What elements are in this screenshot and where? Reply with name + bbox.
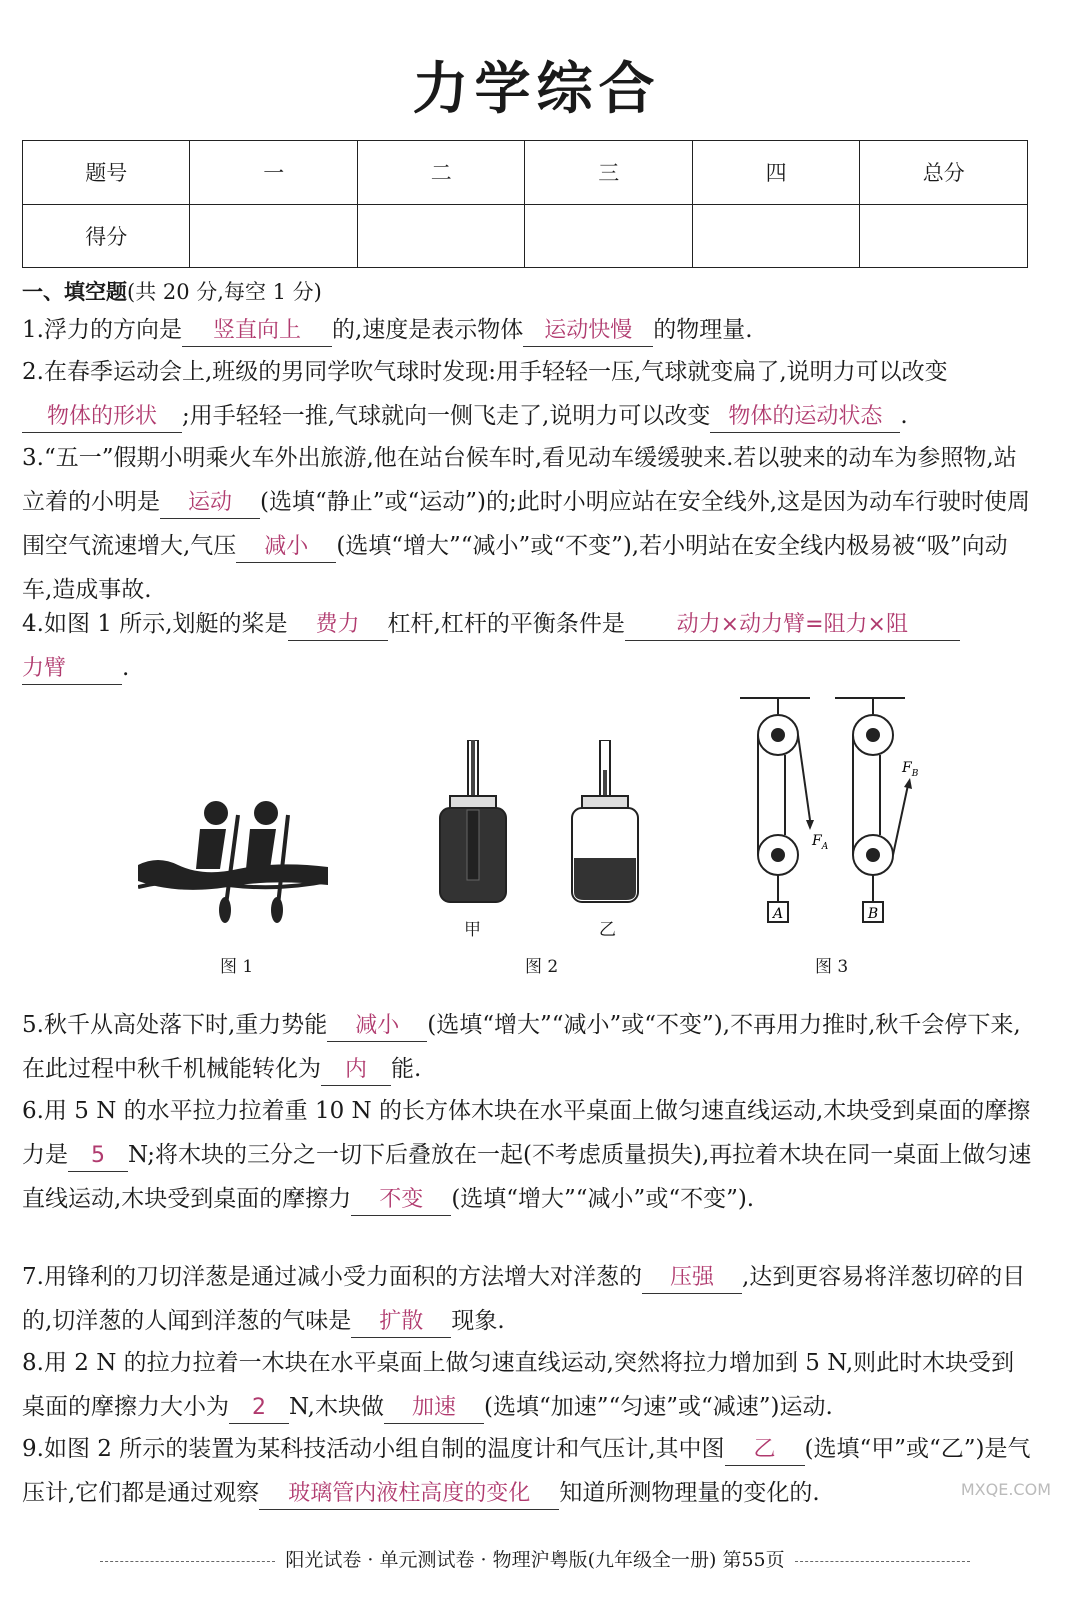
rowing-boat-figure	[138, 795, 328, 925]
question-text: 2.在春季运动会上,班级的男同学吹气球时发现:用手轻轻一压,气球就变扁了,说明力可以改变	[22, 359, 948, 385]
question-2	[22, 350, 1032, 438]
load-label-b: B	[867, 906, 879, 922]
question-text: (选填“增大”“减小”或“不变”).	[451, 1186, 755, 1212]
table-cell: 二	[357, 141, 524, 205]
score-cell[interactable]	[860, 204, 1028, 268]
figure-2-caption: 图 2	[525, 957, 559, 977]
question-4	[22, 602, 1032, 690]
question-text: ,达到更容易将洋葱切碎的目的,切洋葱的人闻到洋葱的气味是	[22, 1264, 1026, 1334]
section-title: 一、填空题	[22, 280, 127, 304]
answer-blank[interactable]: 玻璃管内液柱高度的变化	[259, 1479, 559, 1510]
table-cell: 三	[525, 141, 692, 205]
answer-blank[interactable]: 2	[229, 1393, 289, 1424]
answer-blank[interactable]: 物体的形状	[22, 402, 182, 433]
question-text: 3.“五一”假期小明乘火车外出旅游,他在站台候车时,看见动车缓缓驶来.若以驶来的动车为参照物,站立着的小明是	[22, 445, 1017, 515]
answer-blank[interactable]: 减小	[327, 1011, 427, 1042]
score-cell[interactable]	[190, 204, 357, 268]
answer-blank[interactable]: 运动快慢	[523, 316, 653, 347]
answer-blank[interactable]: 不变	[351, 1185, 451, 1216]
question-text: 8.用 2 N 的拉力拉着一木块在水平桌面上做匀速直线运动,突然将拉力增加到 5 N,则此时木块受到桌面的摩擦力大小为	[22, 1350, 1015, 1420]
force-label-fa	[811, 833, 829, 852]
question-text: 能.	[391, 1056, 422, 1082]
question-text: (选填“加速”“匀速”或“减速”)运动.	[483, 1394, 833, 1420]
question-text: 杠杆,杠杆的平衡条件是	[387, 611, 625, 637]
table-cell: 四	[692, 141, 859, 205]
force-subscript: B	[911, 769, 919, 779]
section-heading	[22, 276, 322, 306]
force-symbol: F	[902, 760, 912, 776]
bottle-label-yi: 乙	[599, 920, 616, 940]
question-text: 1.浮力的方向是	[22, 317, 182, 343]
divider	[795, 1561, 970, 1562]
question-1	[22, 308, 1032, 352]
question-text: 的,速度是表示物体	[331, 317, 524, 343]
load-label-a: A	[772, 906, 784, 922]
question-text: .	[122, 655, 130, 681]
figure-1-caption: 图 1	[220, 957, 254, 977]
answer-blank[interactable]: 5	[68, 1141, 128, 1172]
bottle-label-jia: 甲	[464, 920, 481, 940]
answer-blank[interactable]: 扩散	[351, 1307, 451, 1338]
score-table	[22, 140, 1028, 268]
question-text: (选填“静止”或“运动”)的;此时小明应站在安全线外,这是因为动车行驶时使周围空气流速增大,气压	[22, 489, 1031, 559]
answer-blank[interactable]: 费力	[288, 610, 388, 641]
force-symbol: F	[812, 833, 822, 849]
question-text: (选填“甲”或“乙”)是气压计,它们都是通过观察	[22, 1436, 1031, 1506]
table-cell: 题号	[23, 141, 190, 205]
score-cell[interactable]	[525, 204, 692, 268]
question-text: ;用手轻轻一推,气球就向一侧飞走了,说明力可以改变	[182, 403, 711, 429]
pulley-system-figure	[740, 690, 940, 935]
watermark	[961, 1480, 1051, 1499]
page-footer	[20, 1545, 1050, 1572]
answer-blank[interactable]: 加速	[384, 1393, 484, 1424]
question-7	[22, 1255, 1032, 1343]
answer-blank[interactable]: 物体的运动状态	[710, 402, 900, 433]
answer-blank[interactable]: 竖直向上	[182, 316, 332, 347]
question-6	[22, 1089, 1032, 1221]
question-text: 7.用锋利的刀切洋葱是通过减小受力面积的方法增大对洋葱的	[22, 1264, 642, 1290]
question-8	[22, 1341, 1032, 1429]
question-text: 4.如图 1 所示,划艇的桨是	[22, 611, 288, 637]
question-text: 6.用 5 N 的水平拉力拉着重 10 N 的长方体木块在水平桌面上做匀速直线运动,木块受到桌面的摩擦力是	[22, 1098, 1031, 1168]
force-subscript: A	[821, 842, 829, 852]
answer-blank[interactable]: 运动	[160, 488, 260, 519]
watermark-text: MXQE.COM	[960, 1480, 1051, 1499]
section-note: (共 20 分,每空 1 分)	[127, 280, 322, 304]
table-cell: 总分	[860, 141, 1028, 205]
figure-3-caption: 图 3	[815, 957, 849, 977]
question-3	[22, 436, 1032, 612]
answer-blank[interactable]: 压强	[642, 1263, 742, 1294]
question-text: 现象.	[451, 1308, 505, 1334]
question-text: 9.如图 2 所示的装置为某科技活动小组自制的温度计和气压计,其中图	[22, 1436, 725, 1462]
question-text: (选填“增大”“减小”或“不变”),不再用力推时,秋千会停下来,在此过程中秋千机械能转化为	[22, 1012, 1021, 1082]
question-text: 的物理量.	[653, 317, 753, 343]
answer-blank[interactable]: 乙	[725, 1435, 805, 1466]
page-title: 力学综合	[412, 57, 661, 122]
question-text: (选填“增大”“减小”或“不变”),若小明站在安全线内极易被“吸”向动车,造成事故.	[22, 533, 1008, 603]
footer-text: 阳光试卷 · 单元测试卷 · 物理沪粤版(九年级全一册) 第55页	[285, 1549, 785, 1571]
divider	[100, 1561, 275, 1562]
score-cell[interactable]	[357, 204, 524, 268]
answer-blank[interactable]: 减小	[236, 532, 336, 563]
table-cell: 一	[190, 141, 357, 205]
thermometer-barometer-figure	[438, 740, 658, 910]
question-text: N,木块做	[289, 1394, 384, 1420]
question-text: 知道所测物理量的变化的.	[559, 1480, 820, 1506]
question-text: 5.秋千从高处落下时,重力势能	[22, 1012, 328, 1038]
table-row	[23, 204, 1028, 268]
table-cell: 得分	[23, 204, 190, 268]
table-row	[23, 141, 1028, 205]
force-label-fb	[901, 760, 919, 779]
question-5	[22, 1003, 1032, 1091]
question-9	[22, 1427, 1032, 1515]
question-text: .	[900, 403, 908, 429]
score-cell[interactable]	[692, 204, 859, 268]
question-text: N;将木块的三分之一切下后叠放在一起(不考虑质量损失),再拉着木块在同一桌面上做匀速直线运动,木块受到桌面的摩擦力	[22, 1142, 1032, 1212]
answer-blank[interactable]: 动力×动力臂=阻力×阻	[625, 610, 960, 641]
answer-blank[interactable]: 力臂	[22, 654, 122, 685]
figures	[0, 690, 1073, 990]
answer-blank[interactable]: 内	[321, 1055, 391, 1086]
